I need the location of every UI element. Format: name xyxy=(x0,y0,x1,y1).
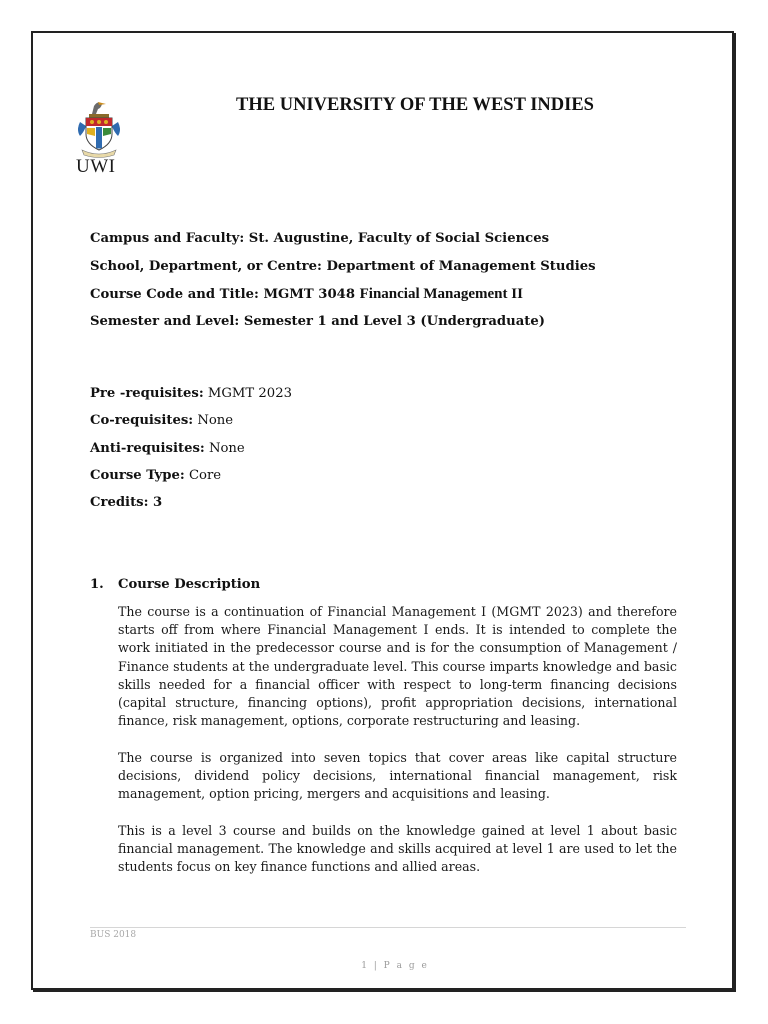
course-title-text: Financial Management II xyxy=(359,286,523,302)
department-line: School, Department, or Centre: Department of Management Studies xyxy=(90,259,596,274)
course-code-title-line xyxy=(90,286,523,303)
corequisites-value: None xyxy=(193,413,234,428)
prerequisites-label: Pre -requisites: xyxy=(90,386,204,401)
antirequisites-line xyxy=(90,441,245,456)
university-title: THE UNIVERSITY OF THE WEST INDIES xyxy=(236,95,594,115)
footer-divider xyxy=(90,927,686,928)
footer-code: BUS 2018 xyxy=(90,930,137,940)
description-paragraph-1: The course is a continuation of Financial Management I (MGMT 2023) and therefore starts off from where Financial Management I ends. It is intended to complete the work initiated in the predecessor course and is for the consumption of Management / Finance students at the undergraduate level. This course imparts knowledge and basic skills needed for a financial officer with respect to long-term financing decisions (capital structure, financing options), profit appropriation decisions, international finance, risk management, options, corporate restructuring and leasing. xyxy=(118,604,677,729)
corequisites-line xyxy=(90,413,233,428)
section-number: 1. xyxy=(90,577,104,592)
course-type-label: Course Type: xyxy=(90,468,185,483)
antirequisites-value: None xyxy=(204,441,245,456)
credits-label: Credits: 3 xyxy=(90,495,163,510)
course-code-label: Course Code and Title: MGMT 3048 xyxy=(90,287,360,302)
corequisites-label: Co-requisites: xyxy=(90,413,194,428)
prerequisites-line xyxy=(90,386,292,401)
course-type-value: Core xyxy=(184,468,222,483)
section-heading xyxy=(90,577,260,592)
semester-level-line: Semester and Level: Semester 1 and Level 3 (Undergraduate) xyxy=(90,314,546,329)
description-paragraph-3: This is a level 3 course and builds on the knowledge gained at level 1 about basic financial management. The knowledge and skills acquired at level 1 are used to let the students focus on key finance functions and allied areas. xyxy=(118,823,677,875)
campus-faculty-line: Campus and Faculty: St. Augustine, Faculty of Social Sciences xyxy=(90,231,550,246)
description-paragraph-2: The course is organized into seven topics that cover areas like capital structure decisions, dividend policy decisions, international financial management, risk management, option pricing, mergers and acquisitions and leasing. xyxy=(118,750,677,802)
prerequisites-value: MGMT 2023 xyxy=(203,386,292,401)
course-type-line xyxy=(90,468,221,483)
page-number: 1 | P a g e xyxy=(361,961,429,971)
uwi-logo-text: UWI xyxy=(76,156,116,177)
section-title: Course Description xyxy=(118,577,261,592)
antirequisites-label: Anti-requisites: xyxy=(90,441,205,456)
credits-line xyxy=(90,495,162,510)
